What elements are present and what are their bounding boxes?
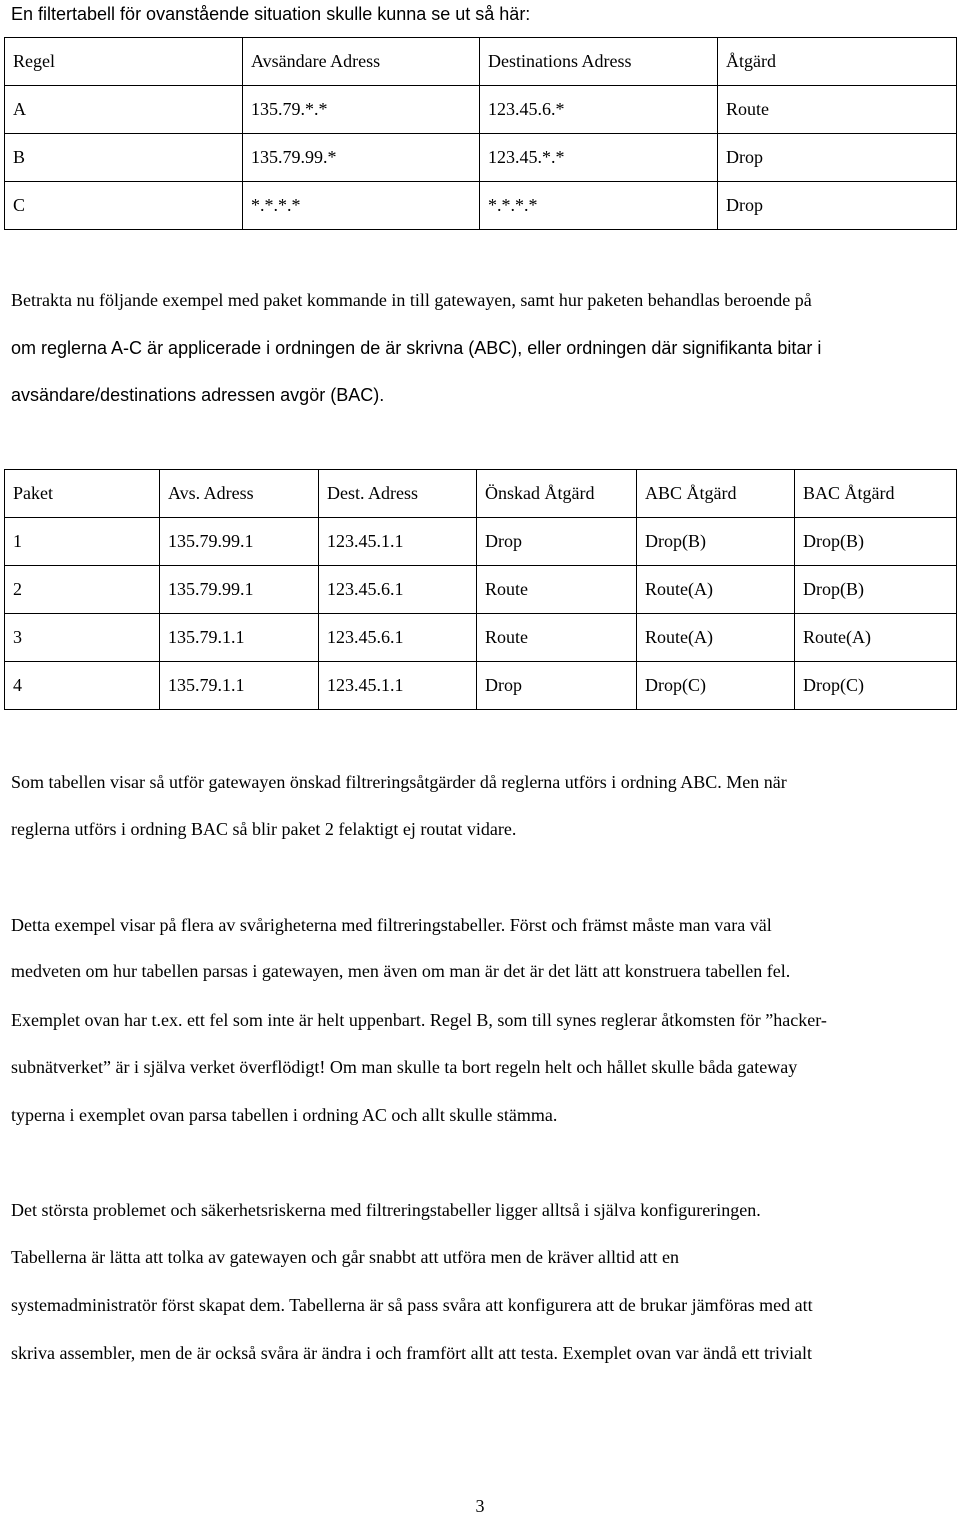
table-cell: 135.79.99.* [243, 134, 480, 182]
header-cell: ABC Åtgärd [637, 470, 795, 518]
table-cell: Route(A) [637, 614, 795, 662]
table-cell: Route(A) [637, 566, 795, 614]
table-cell: 123.45.1.1 [319, 518, 477, 566]
table-row [5, 662, 957, 710]
header-cell: Avsändare Adress [243, 38, 480, 86]
table-cell: Drop [718, 182, 957, 230]
table-cell: Route [477, 566, 637, 614]
table-cell: B [5, 134, 243, 182]
table-cell: 135.79.1.1 [160, 662, 319, 710]
text-line: reglerna utförs i ordning BAC så blir paket 2 felaktigt ej routat vidare. [11, 819, 517, 839]
header-cell: Åtgärd [718, 38, 957, 86]
intro-text: En filtertabell för ovanstående situation skulle kunna se ut så här: [11, 4, 531, 24]
table-cell: 1 [5, 518, 160, 566]
table-cell: Drop [718, 134, 957, 182]
text-line: systemadministratör först skapat dem. Tabellerna är så pass svåra att konfigurera att de brukar jämföras med att [11, 1295, 813, 1315]
table-cell: Drop [477, 518, 637, 566]
header-cell: Önskad Åtgärd [477, 470, 637, 518]
table-cell: Drop(B) [795, 518, 957, 566]
table-row [5, 518, 957, 566]
text-line: Betrakta nu följande exempel med paket kommande in till gatewayen, samt hur paketen behandlas beroende på [11, 290, 812, 310]
table-cell: 3 [5, 614, 160, 662]
table-cell: Drop(B) [637, 518, 795, 566]
table-cell: 123.45.6.1 [319, 614, 477, 662]
text-line: Som tabellen visar så utför gatewayen önskad filtreringsåtgärder då reglerna utförs i ordning ABC. Men när [11, 772, 787, 792]
table-header-row [5, 470, 957, 518]
text-line: Detta exempel visar på flera av svårigheterna med filtreringstabeller. Först och främst måste man vara väl [11, 915, 772, 935]
table-cell: 123.45.1.1 [319, 662, 477, 710]
table-cell: Route [477, 614, 637, 662]
table-cell: 123.45.*.* [480, 134, 718, 182]
table-cell: Drop(C) [637, 662, 795, 710]
filter-table [4, 37, 957, 230]
table-cell: 135.79.99.1 [160, 566, 319, 614]
header-cell: Dest. Adress [319, 470, 477, 518]
packet-table [4, 469, 957, 710]
table-cell: Drop [477, 662, 637, 710]
header-cell: Regel [5, 38, 243, 86]
header-cell: BAC Åtgärd [795, 470, 957, 518]
table-row [5, 182, 957, 230]
table-cell: Route [718, 86, 957, 134]
table-cell: 4 [5, 662, 160, 710]
text-line: typerna i exemplet ovan parsa tabellen i ordning AC och allt skulle stämma. [11, 1105, 558, 1125]
text-line: Tabellerna är lätta att tolka av gatewayen och går snabbt att utföra men de kräver alltid att en [11, 1247, 679, 1267]
table-cell: A [5, 86, 243, 134]
table-cell: 123.45.6.1 [319, 566, 477, 614]
table-cell: 135.79.99.1 [160, 518, 319, 566]
table-row [5, 566, 957, 614]
text-line: Det största problemet och säkerhetsriskerna med filtreringstabeller ligger alltså i själva konfigureringen. [11, 1200, 761, 1220]
text-line: medveten om hur tabellen parsas i gatewayen, men även om man är det är det lätt att konstruera tabellen fel. [11, 961, 791, 981]
page-number: 3 [475, 1496, 485, 1516]
header-cell: Destinations Adress [480, 38, 718, 86]
table-row [5, 86, 957, 134]
table-cell: Drop(C) [795, 662, 957, 710]
text-line: Exemplet ovan har t.ex. ett fel som inte är helt uppenbart. Regel B, som till synes reglerar åtkomsten för ”hacker- [11, 1010, 827, 1030]
table-cell: *.*.*.* [243, 182, 480, 230]
text-line: om reglerna A-C är applicerade i ordningen de är skrivna (ABC), eller ordningen där signifikanta bitar i [11, 338, 822, 358]
table-cell: 123.45.6.* [480, 86, 718, 134]
text-line: skriva assembler, men de är också svåra är ändra i och framfört allt att testa. Exemplet ovan var ändå ett trivialt [11, 1343, 812, 1363]
table-cell: C [5, 182, 243, 230]
table-cell: *.*.*.* [480, 182, 718, 230]
header-cell: Paket [5, 470, 160, 518]
table-cell: Drop(B) [795, 566, 957, 614]
text-line: subnätverket” är i själva verket överflödigt! Om man skulle ta bort regeln helt och hållet skulle båda gateway [11, 1057, 798, 1077]
header-cell: Avs. Adress [160, 470, 319, 518]
table-row [5, 134, 957, 182]
table-cell: 135.79.1.1 [160, 614, 319, 662]
table-row [5, 614, 957, 662]
table-header-row [5, 38, 957, 86]
table-cell: 135.79.*.* [243, 86, 480, 134]
table-cell: 2 [5, 566, 160, 614]
table-cell: Route(A) [795, 614, 957, 662]
text-line: avsändare/destinations adressen avgör (BAC). [11, 385, 385, 405]
